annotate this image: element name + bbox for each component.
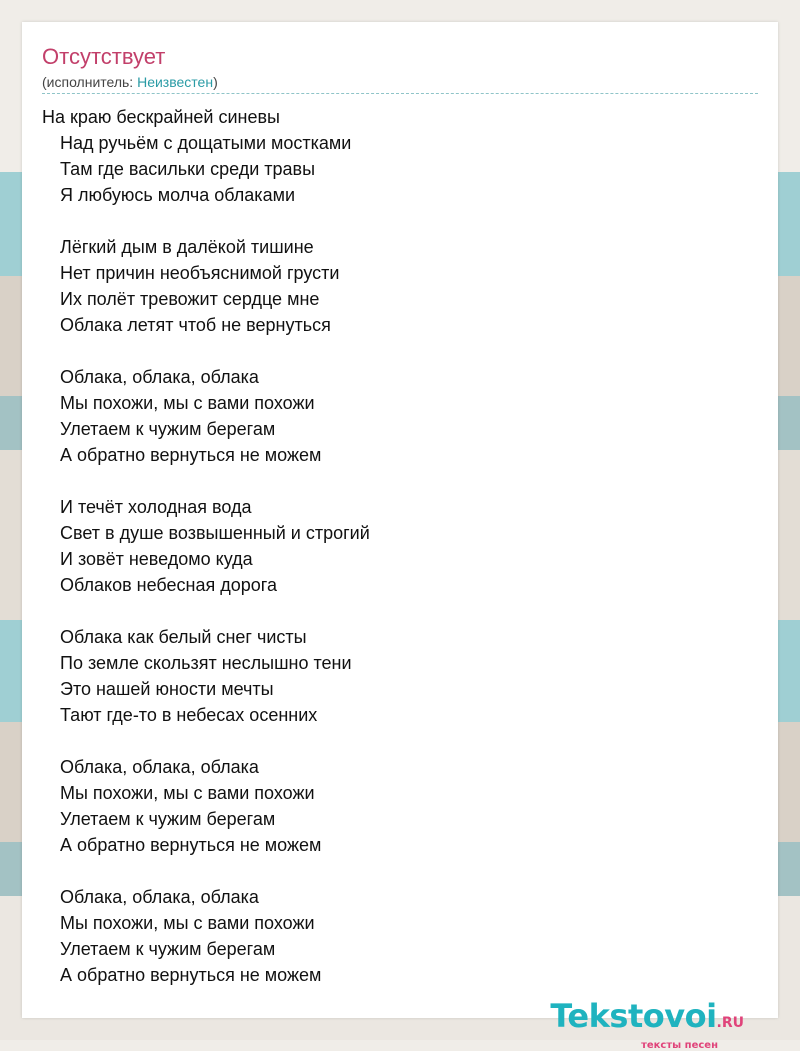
stanza-gap xyxy=(42,858,370,884)
lyric-line: Свет в душе возвышенный и строгий xyxy=(60,523,370,543)
logo-wordmark xyxy=(550,999,744,1040)
lyric-line: А обратно вернуться не можем xyxy=(60,445,322,465)
lyric-line: Облака как белый снег чисты xyxy=(60,627,307,647)
performer-line xyxy=(42,73,218,91)
lyric-line: Облака, облака, облака xyxy=(60,367,259,387)
logo-tagline: тексты песен xyxy=(641,1040,718,1051)
song-title: Отсутствует xyxy=(42,44,166,69)
lyric-line: На краю бескрайней синевы xyxy=(42,107,280,127)
header-divider xyxy=(42,93,758,94)
lyric-line: Мы похожи, мы с вами похожи xyxy=(60,393,315,413)
lyrics-text xyxy=(42,104,370,988)
lyric-line: Облака, облака, облака xyxy=(60,887,259,907)
lyric-line: Мы похожи, мы с вами похожи xyxy=(60,913,315,933)
lyric-line: Мы похожи, мы с вами похожи xyxy=(60,783,315,803)
lyric-line: Над ручьём с дощатыми мостками xyxy=(60,133,352,153)
lyric-line: Их полёт тревожит сердце мне xyxy=(60,289,320,309)
performer-prefix: (исполнитель: xyxy=(42,74,138,90)
site-logo[interactable] xyxy=(550,999,744,1051)
lyrics-sheet xyxy=(22,22,778,1051)
lyric-line: Облака летят чтоб не вернуться xyxy=(60,315,331,335)
logo-name: Tekstovoi xyxy=(550,997,717,1035)
lyric-line: Я любуюсь молча облаками xyxy=(60,185,296,205)
stanza-gap xyxy=(42,338,370,364)
lyric-line: Улетаем к чужим берегам xyxy=(60,939,276,959)
lyric-line: По земле скользят неслышно тени xyxy=(60,653,352,673)
lyric-line: А обратно вернуться не можем xyxy=(60,965,322,985)
lyric-line: И зовёт неведомо куда xyxy=(60,549,253,569)
lyric-line: Тают где-то в небесах осенних xyxy=(60,705,318,725)
artist-link[interactable]: Неизвестен xyxy=(137,74,214,90)
lyric-line: Лёгкий дым в далёкой тишине xyxy=(60,237,314,257)
lyric-line: И течёт холодная вода xyxy=(60,497,252,517)
lyric-line: А обратно вернуться не можем xyxy=(60,835,322,855)
stanza-gap xyxy=(42,728,370,754)
stanza-gap xyxy=(42,468,370,494)
lyric-line: Улетаем к чужим берегам xyxy=(60,419,276,439)
stanza-gap xyxy=(42,598,370,624)
performer-suffix: ) xyxy=(213,74,218,90)
logo-tld: .RU xyxy=(716,1015,744,1031)
lyric-line: Нет причин необъяснимой грусти xyxy=(60,263,340,283)
lyric-line: Улетаем к чужим берегам xyxy=(60,809,276,829)
lyric-line: Там где васильки среди травы xyxy=(60,159,316,179)
lyric-line: Облаков небесная дорога xyxy=(60,575,277,595)
lyric-line: Это нашей юности мечты xyxy=(60,679,274,699)
stanza-gap xyxy=(42,208,370,234)
lyric-line: Облака, облака, облака xyxy=(60,757,259,777)
